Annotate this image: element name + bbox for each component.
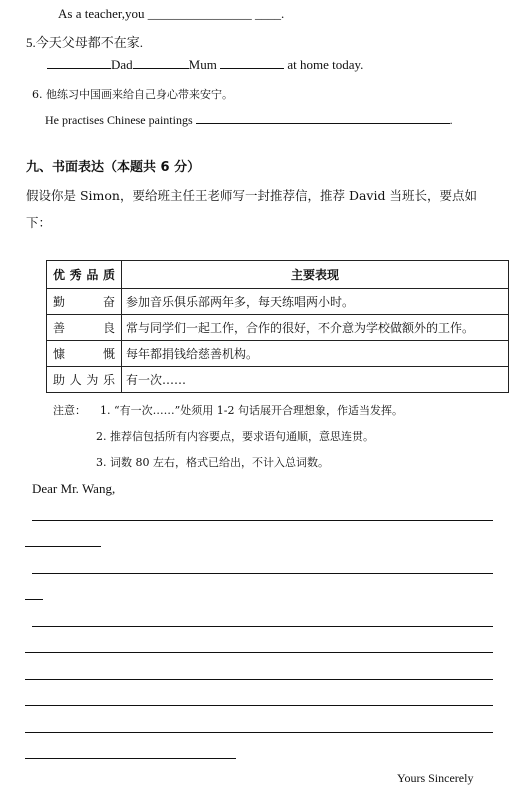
question-6-period: .	[449, 113, 453, 127]
note-item-3: 3. 词数 80 左右，格式已给出，不计入总词数。	[96, 456, 329, 469]
table-row	[47, 367, 509, 393]
note-item-2: 2. 推荐信包括所有内容要点，要求语句通顺，意思连贯。	[96, 430, 374, 443]
letter-greeting: Dear Mr. Wang,	[32, 481, 116, 496]
question-6-english: He practises Chinese paintings	[45, 113, 193, 127]
question-5-chinese: 今天父母都不在家.	[35, 35, 144, 50]
writing-line[interactable]	[25, 705, 493, 706]
question-5-blank-2[interactable]	[133, 56, 189, 69]
writing-line[interactable]	[25, 546, 101, 547]
table-cell-quality: 助人为乐	[47, 367, 122, 393]
exercise-4-tail	[58, 6, 284, 22]
question-5-answer-line	[47, 56, 363, 73]
question-5-word-dad: Dad	[111, 57, 133, 72]
table-row	[47, 315, 509, 341]
writing-line[interactable]	[25, 679, 493, 680]
question-5-tail: at home today.	[287, 57, 364, 72]
question-5-number: 5.	[26, 35, 36, 50]
writing-line[interactable]	[25, 732, 493, 733]
table-row	[47, 341, 509, 367]
writing-line[interactable]	[25, 758, 236, 759]
writing-line[interactable]	[32, 520, 493, 521]
table-cell-quality: 善良	[47, 315, 122, 341]
question-6-prompt	[32, 86, 233, 102]
writing-line[interactable]	[32, 573, 493, 574]
table-cell-detail: 常与同学们一起工作，合作的很好，不介意为学校做额外的工作。	[122, 315, 509, 341]
writing-line[interactable]	[25, 599, 43, 600]
writing-prompt-line-1: 假设你是 Simon，要给班主任王老师写一封推荐信，推荐 David 当班长，要点如	[26, 188, 477, 203]
writing-prompt-line-2: 下：	[26, 215, 52, 230]
question-5-blank-3[interactable]	[220, 56, 284, 69]
note-item-1: 1. “有一次……”处须用 1-2 句话展开合理想象，作适当发挥。	[100, 404, 403, 417]
question-6-blank[interactable]	[196, 111, 450, 124]
table-cell-detail: 每年都捐钱给慈善机构。	[122, 341, 509, 367]
question-5-word-mum: Mum	[188, 57, 217, 72]
question-6-chinese: 他练习中国画来给自己身心带来安宁。	[46, 88, 233, 101]
table-cell-quality: 慷慨	[47, 341, 122, 367]
table-header-detail: 主要表现	[122, 261, 509, 289]
writing-line[interactable]	[32, 626, 493, 627]
letter-closing: Yours Sincerely	[397, 771, 474, 785]
table-cell-quality: 勤奋	[47, 289, 122, 315]
notes-label: 注意：	[53, 404, 86, 417]
question-6-number: 6.	[32, 88, 43, 101]
exercise-4-blank[interactable]: ________________ ____.	[147, 6, 285, 21]
qualities-table	[46, 260, 509, 393]
table-cell-detail: 参加音乐俱乐部两年多，每天练唱两小时。	[122, 289, 509, 315]
table-cell-detail: 有一次……	[122, 367, 509, 393]
table-row	[47, 289, 509, 315]
table-header-row	[47, 261, 509, 289]
question-5-prompt	[26, 32, 143, 51]
section-title: 九、书面表达（本题共 6 分）	[26, 160, 201, 175]
question-5-blank-1[interactable]	[47, 56, 111, 69]
question-6-answer-line	[45, 111, 453, 128]
exercise-4-text: As a teacher,you	[58, 6, 145, 21]
writing-line[interactable]	[25, 652, 493, 653]
table-header-quality: 优秀品质	[47, 261, 122, 289]
